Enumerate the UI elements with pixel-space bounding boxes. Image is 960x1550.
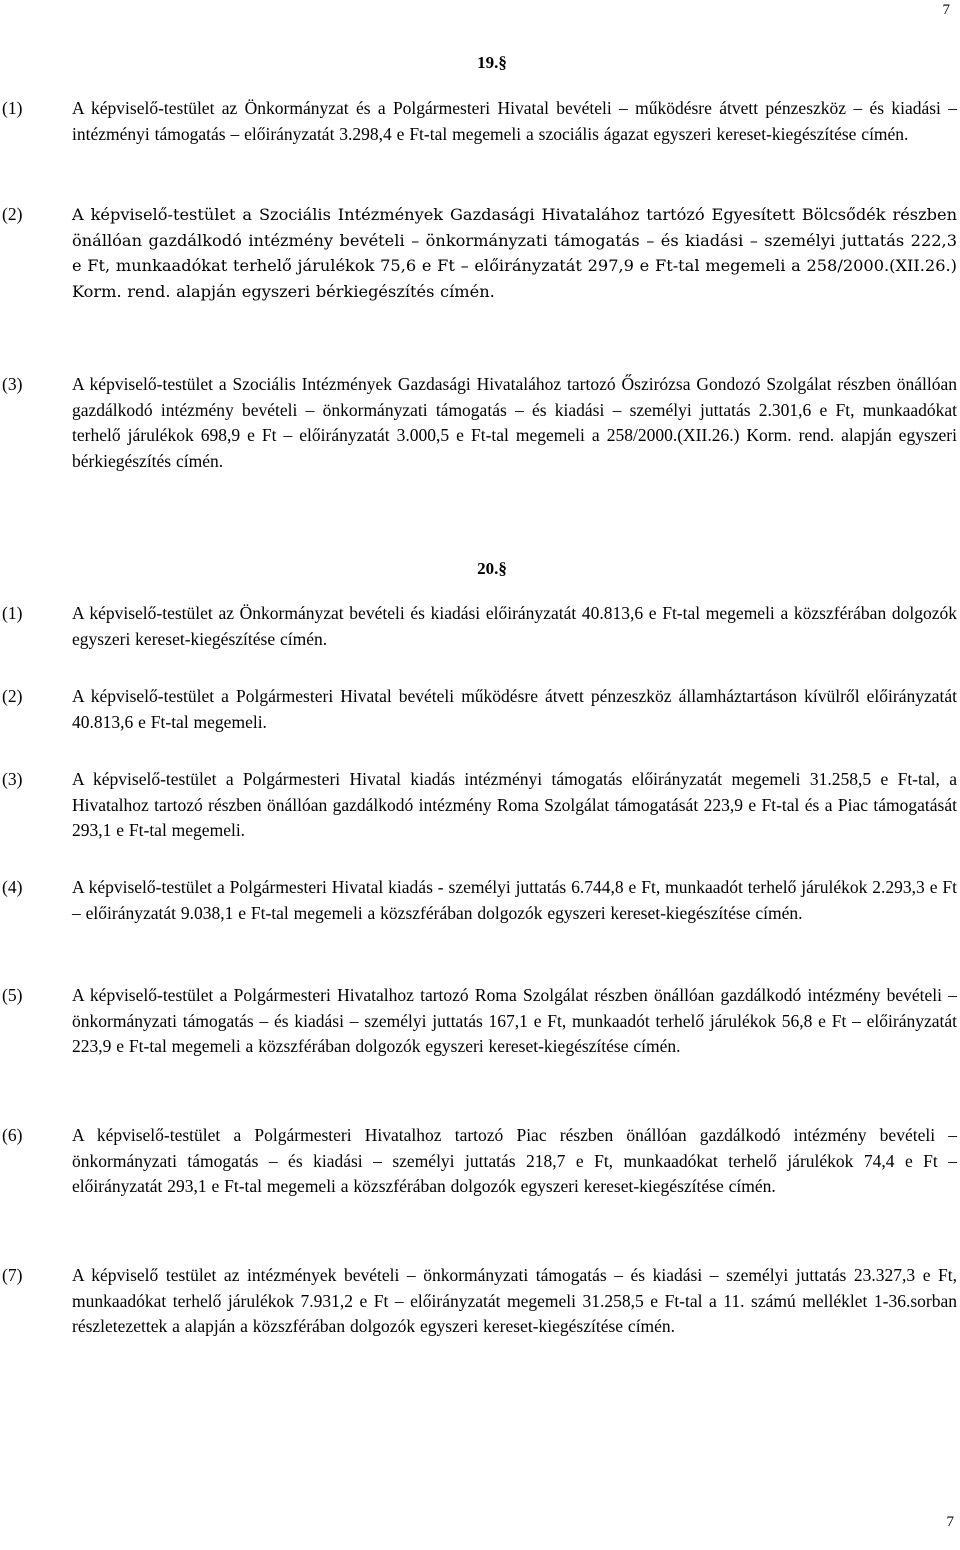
paragraph-text: A képviselő-testület a Szociális Intézmények Gazdasági Hivatalához tartózó Egyesített Bölcsődék részben önállóan gazdálkodó intézmény bevételi – önkormányzati támogatás – és kiadási – személyi juttatás 222,3 e Ft, munkaadókat terhelő járulékok 75,6 e Ft – előirányzatát 297,9 e Ft-tal megemeli a 258/2000.(XII.26.) Korm. rend. alapján egyszeri bérkiegészítés címén. xyxy=(72,205,957,301)
paragraph-text: A képviselő-testület a Polgármesteri Hivatalhoz tartozó Piac részben önállóan gazdálkodó intézmény bevételi – önkormányzati támogatás – és kiadási – személyi juttatás 218,7 e Ft, munkaadókat terhelő járulékok 74,4 e Ft – előirányzatát 293,1 e Ft-tal megemeli a közszférában dolgozók egyszeri kereset-kiegészítése címén. xyxy=(72,1125,957,1196)
page-number-bottom: 7 xyxy=(946,1514,954,1530)
paragraph-number: (2) xyxy=(2,204,23,224)
paragraph-text: A képviselő-testület a Polgármesteri Hivatal kiadás intézményi támogatás előirányzatát megemeli 31.258,5 e Ft-tal, a Hivatalhoz tartozó részben önállóan gazdálkodó intézmény Roma Szolgálat támogatását 223,9 e Ft-tal és a Piac támogatását 293,1 e Ft-tal megemeli. xyxy=(72,769,957,840)
paragraph-number: (6) xyxy=(2,1125,23,1145)
section-heading-19: 19.§ xyxy=(477,53,507,72)
paragraph-text: A képviselő-testület az Önkormányzat bevételi és kiadási előirányzatát 40.813,6 e Ft-tal megemeli a közszférában dolgozók egyszeri kereset-kiegészítése címén. xyxy=(72,603,957,649)
paragraph-text: A képviselő-testület a Szociális Intézmények Gazdasági Hivatalához tartozó Őszirózsa Gondozó Szolgálat részben önállóan gazdálkodó intézmény bevételi – önkormányzati támogatás – és kiadási – személyi juttatás 2.301,6 e Ft, munkaadókat terhelő járulékok 698,9 e Ft – előirányzatát 3.000,5 e Ft-tal megemeli a 258/2000.(XII.26.) Korm. rend. alapján egyszeri bérkiegészítés címén. xyxy=(72,374,957,471)
paragraph-text: A képviselő-testület az Önkormányzat és a Polgármesteri Hivatal bevételi – működésre átvett pénzeszköz – és kiadási – intézményi támogatás – előirányzatát 3.298,4 e Ft-tal megemeli a szociális ágazat egyszeri kereset-kiegészítése címén. xyxy=(72,98,957,144)
paragraph-number: (1) xyxy=(2,603,23,623)
paragraph-text: A képviselő-testület a Polgármesteri Hivatalhoz tartozó Roma Szolgálat részben önállóan gazdálkodó intézmény bevételi – önkormányzati támogatás – és kiadási – személyi juttatás 167,1 e Ft, munkaadót terhelő járulékok 56,8 e Ft – előirányzatát 223,9 e Ft-tal megemeli a közszférában dolgozók egyszeri kereset-kiegészítése címén. xyxy=(72,985,957,1056)
paragraph-text: A képviselő testület az intézmények bevételi – önkormányzati támogatás – és kiadási – személyi juttatás 23.327,3 e Ft, munkaadókat terhelő járulékok 7.931,2 e Ft – előirányzatát megemeli 31.258,5 e Ft-tal a 11. számú melléklet 1-36.sorban részletezettek a alapján a közszférában dolgozók egyszeri kereset-kiegészítése címén. xyxy=(72,1265,957,1336)
paragraph-text: A képviselő-testület a Polgármesteri Hivatal kiadás - személyi juttatás 6.744,8 e Ft, munkaadót terhelő járulékok 2.293,3 e Ft – előirányzatát 9.038,1 e Ft-tal megemeli a közszférában dolgozók egyszeri kereset-kiegészítése címén. xyxy=(72,877,957,923)
paragraph-text: A képviselő-testület a Polgármesteri Hivatal bevételi működésre átvett pénzeszköz államháztartáson kívülről előirányzatát 40.813,6 e Ft-tal megemeli. xyxy=(72,686,957,732)
paragraph-number: (4) xyxy=(2,877,23,897)
paragraph-number: (2) xyxy=(2,686,23,706)
page-number-top: 7 xyxy=(942,2,950,18)
paragraph-number: (5) xyxy=(2,985,23,1005)
paragraph-number: (3) xyxy=(2,374,23,394)
paragraph-number: (7) xyxy=(2,1265,23,1285)
paragraph-number: (1) xyxy=(2,98,23,118)
section-heading-20: 20.§ xyxy=(477,559,507,578)
paragraph-number: (3) xyxy=(2,769,23,789)
